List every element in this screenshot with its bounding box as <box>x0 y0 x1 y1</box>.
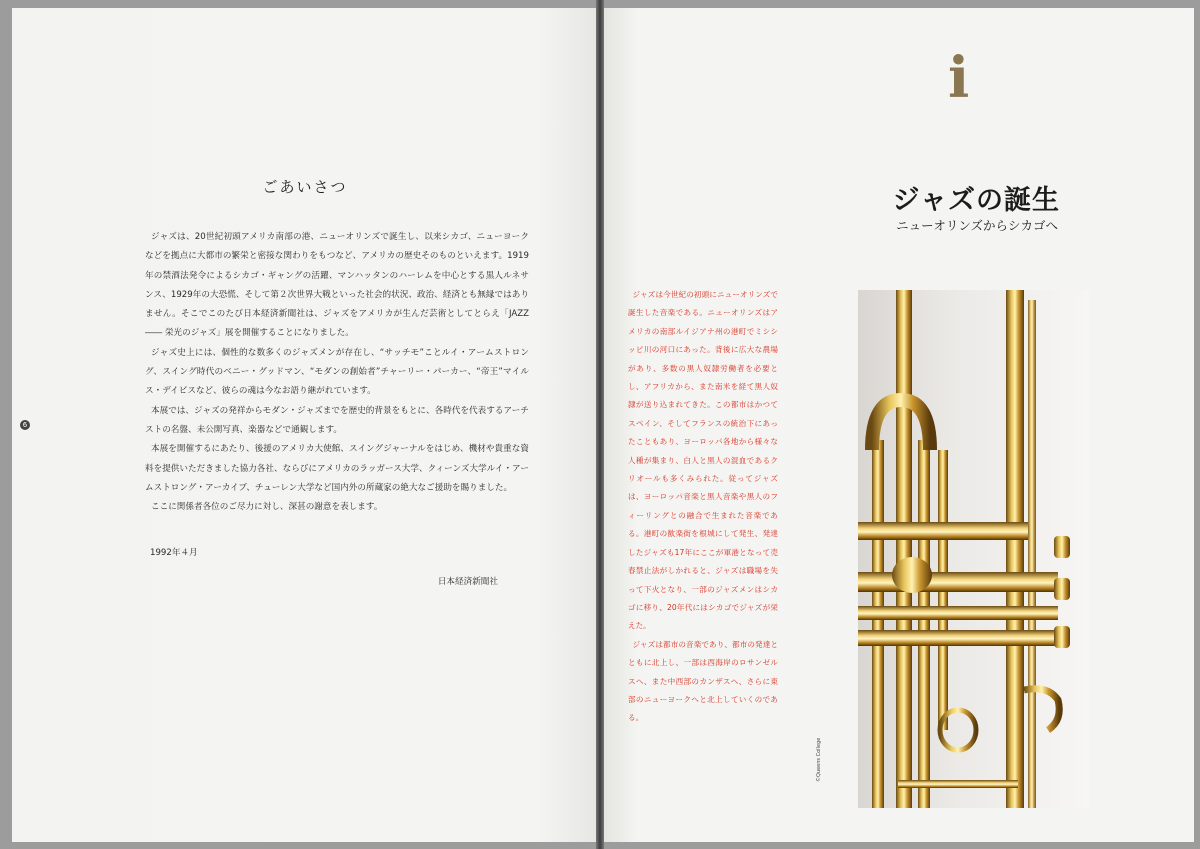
trumpet-tube <box>872 440 884 808</box>
left-page <box>12 8 598 842</box>
valve-cap <box>1054 626 1070 648</box>
right-page <box>602 8 1194 842</box>
intro-paragraph: ジャズは都市の音楽であり、都市の発達とともに北上し、一部は西海岸のロサンゼルスへ、また中西部のカンザスへ、さらに東部のニューヨークへと北上していくのである。 <box>628 639 778 723</box>
greeting-date: 1992年４月 <box>150 548 198 558</box>
page-number-badge: 6 <box>20 420 30 430</box>
chapter-subtitle: ニューオリンズからシカゴへ <box>896 218 1058 233</box>
valve-tube <box>858 522 1028 540</box>
trumpet-tube <box>896 290 912 808</box>
trumpet-tube <box>1028 300 1036 808</box>
greeting-paragraph: 本展では、ジャズの発祥からモダン・ジャズまでを歴史的背景をもとに、各時代を代表するアーチストの名盤、未公開写真、楽器などで通観します。 <box>145 405 529 435</box>
valve-tube <box>858 606 1058 620</box>
valve-knob <box>892 557 932 593</box>
trumpet-photo <box>858 290 1089 808</box>
greeting-title: ごあいさつ <box>262 178 348 196</box>
valve-cap <box>1054 578 1070 600</box>
greeting-paragraph: ここに関係者各位のご尽力に対し、深甚の謝意を表します。 <box>151 502 383 513</box>
trumpet-tube <box>1006 290 1024 808</box>
valve-cap <box>1054 536 1070 558</box>
chapter-title: ジャズの誕生 <box>892 185 1060 216</box>
chapter-intro-text <box>628 286 778 728</box>
greeting-paragraph: 本展を開催するにあたり、後援のアメリカ大使館、スイングジャーナルをはじめ、機材や貴重な資料を提供いただきました協力各社、ならびにアメリカのラッガース大学、クィーンズ大学ルイ・アームストロング・アーカイブ、チューレン大学など国内外の所蔵家の絶大なご援助を賜りました。 <box>145 444 529 493</box>
greeting-paragraph: ジャズは、20世紀初頭アメリカ南部の港、ニューオリンズで誕生し、以来シカゴ、ニューヨークなどを拠点に大都市の繁栄と密接な関わりをもつなど、アメリカの歴史そのものといえます。1919年の禁酒法発令によるシカゴ・ギャングの活躍、マンハッタンのハーレムを中心とする黒人ルネサンス、1929年の大恐慌、そして第２次世界大戦といった社会的状況、政治、経済とも無縁ではありません。そこでこのたび日本経済新聞社は、ジャズをアメリカが生んだ芸術としてとらえ「JAZZ ―― 栄光のジャズ」展を開催することになりました。 <box>145 232 529 339</box>
trumpet-illustration <box>858 290 1089 808</box>
intro-paragraph: ジャズは今世紀の初頭にニューオリンズで誕生した音楽である。ニューオリンズはアメリカの南部ルイジアナ州の港町でミシシッピ川の河口にあった。背後に広大な農場があり、多数の黒人奴隷労働者を必要とし、アフリカから、また南米を経て黒人奴隷が送り込まれてきた。この都市はかつてスペイン、そしてフランスの統治下にあったこともあり、ヨーロッパ各地から様々な人種が集まり、白人と黒人の混血であるクリオールも多くみられた。従ってジャズは、ヨーロッパ音楽と黒人音楽や黒人のフィーリングとの融合で生まれた音楽である。港町の歓楽街を根城にして発生、発達したジャズも17年にここが軍港となって売春禁止法がしかれると、ジャズは職場を失って下火となり、一部のジャズメンはシカゴに移り、20年代にはシカゴでジャズが栄えた。 <box>628 290 778 631</box>
greeting-organization: 日本経済新聞社 <box>437 577 498 587</box>
greeting-paragraph: ジャズ史上には、個性的な数多くのジャズメンが存在し、“サッチモ”ことルイ・アームストロング、スイング時代のベニー・グッドマン、“モダンの創始者”チャーリー・パーカー、“帝王”マイルス・デイビスなど、彼らの魂は今なお語り継がれています。 <box>145 347 529 397</box>
trumpet-brace <box>898 780 1018 788</box>
valve-tube <box>858 572 1058 592</box>
trumpet-tube <box>918 440 930 808</box>
book-gutter <box>596 0 604 849</box>
valve-tube <box>858 630 1068 646</box>
greeting-body <box>145 228 529 517</box>
chapter-number: i <box>948 45 970 111</box>
photo-credit: ©Queens College <box>816 737 822 782</box>
